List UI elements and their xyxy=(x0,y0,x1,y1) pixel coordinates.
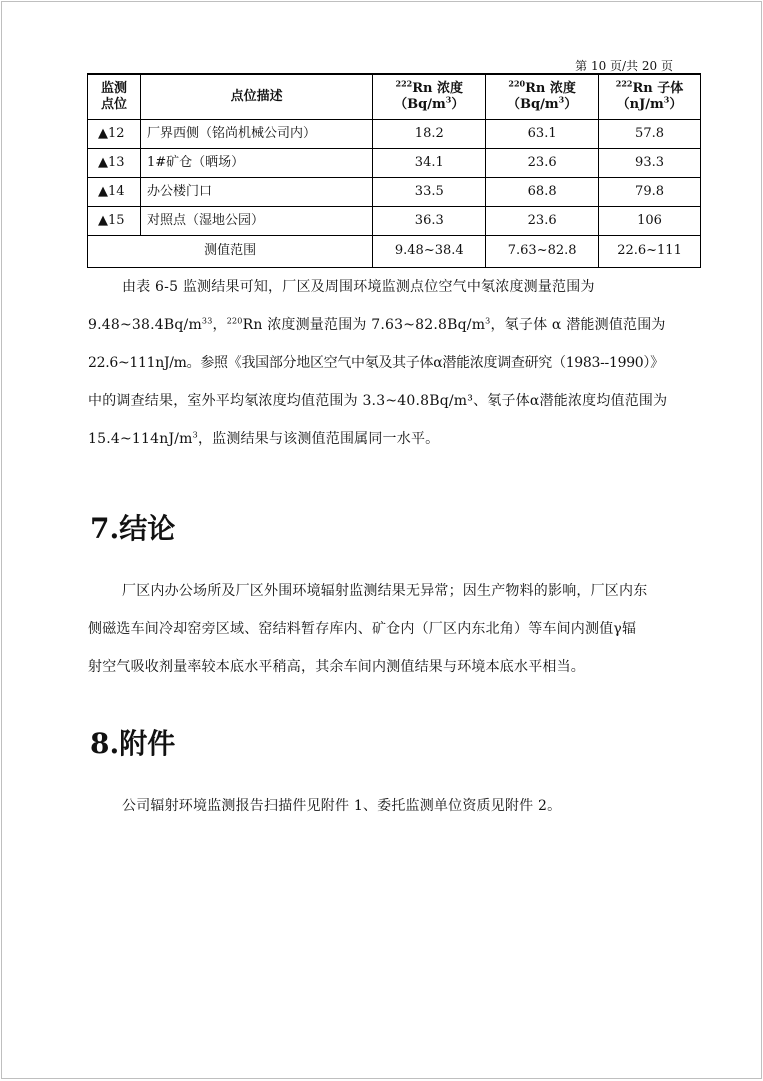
col-header-rn220: $^{220}$Rn 浓度 $(Bq/m^3)$ xyxy=(486,74,599,119)
table-row xyxy=(88,177,701,206)
cell-progeny: 106 xyxy=(599,206,701,235)
paragraph-line: 中的调查结果，室外平均氡浓度均值范围为 3.3~40.8Bq/m³、氡子体α潜能浓度均值范围为 xyxy=(88,393,668,409)
page-indicator: 第 10 页/共 20 页 xyxy=(575,59,673,73)
col-header-desc: 点位描述 xyxy=(140,74,372,119)
conclusion-paragraph xyxy=(88,572,692,686)
table-row xyxy=(88,119,701,148)
range-rn220: 7.63~82.8 xyxy=(486,235,599,267)
cell-progeny: 57.8 xyxy=(599,119,701,148)
cell-station: ▲15 xyxy=(88,206,141,235)
cell-rn222: 33.5 xyxy=(373,177,486,206)
range-progeny: 22.6~111 xyxy=(599,235,701,267)
paragraph-line: 射空气吸收剂量率较本底水平稍高，其余车间内测值结果与环境本底水平相当。 xyxy=(88,659,585,675)
table-row xyxy=(88,206,701,235)
range-rn222: 9.48~38.4 xyxy=(373,235,486,267)
range-row xyxy=(88,235,701,267)
cell-station: ▲14 xyxy=(88,177,141,206)
table-header-row xyxy=(88,74,701,119)
cell-rn222: 34.1 xyxy=(373,148,486,177)
attachments-paragraph xyxy=(88,787,692,825)
cell-rn222: 36.3 xyxy=(373,206,486,235)
cell-rn222: 18.2 xyxy=(373,119,486,148)
paragraph-line: 由表 6-5 监测结果可知，厂区及周围环境监测点位空气中氡浓度测量范围为 xyxy=(122,279,595,295)
paragraph-line: 22.6~111nJ/m。参照《我国部分地区空气中氡及其子体α潜能浓度调查研究（1983--1990）》 xyxy=(88,355,664,371)
cell-rn220: 23.6 xyxy=(486,206,599,235)
cell-desc: 厂界西侧（铭尚机械公司内） xyxy=(140,119,372,148)
cell-desc: 1#矿仓（晒场） xyxy=(140,148,372,177)
paragraph-line: 公司辐射环境监测报告扫描件见附件 1、委托监测单位资质见附件 2。 xyxy=(122,798,562,814)
range-label: 测值范围 xyxy=(88,235,373,267)
section-heading-attachments: 8.附件 xyxy=(90,727,176,760)
cell-rn220: 68.8 xyxy=(486,177,599,206)
cell-progeny: 79.8 xyxy=(599,177,701,206)
cell-station: ▲12 xyxy=(88,119,141,148)
results-paragraph xyxy=(88,268,692,458)
cell-desc: 对照点（湿地公园） xyxy=(140,206,372,235)
cell-progeny: 93.3 xyxy=(599,148,701,177)
document-page xyxy=(1,1,762,1079)
cell-rn220: 23.6 xyxy=(486,148,599,177)
paragraph-line: 侧磁选车间冷却窑旁区域、窑结料暂存库内、矿仓内（厂区内东北角）等车间内测值γ辐 xyxy=(88,621,637,637)
paragraph-line: $9.48\sim 38.4Bq/m^{33}$，$^{220}$Rn 浓度测量范围为 $7.63\sim 82.8Bq/m^3$，氡子体 α 潜能测值范围为 xyxy=(88,316,666,333)
col-header-progeny: $^{222}$Rn 子体 $(nJ/m^3)$ xyxy=(599,74,701,119)
cell-desc: 办公楼门口 xyxy=(140,177,372,206)
section-heading-conclusion: 7.结论 xyxy=(90,512,176,545)
table-row xyxy=(88,148,701,177)
cell-station: ▲13 xyxy=(88,148,141,177)
col-header-station: 监测 点位 xyxy=(88,74,141,119)
paragraph-line: 厂区内办公场所及厂区外围环境辐射监测结果无异常；因生产物料的影响，厂区内东 xyxy=(122,583,648,599)
radon-results-table xyxy=(87,73,701,268)
paragraph-line: $15.4\sim 114nJ/m^3$，监测结果与该测值范围属同一水平。 xyxy=(88,430,440,447)
col-header-rn222: $^{222}$Rn 浓度 $(Bq/m^3)$ xyxy=(373,74,486,119)
cell-rn220: 63.1 xyxy=(486,119,599,148)
